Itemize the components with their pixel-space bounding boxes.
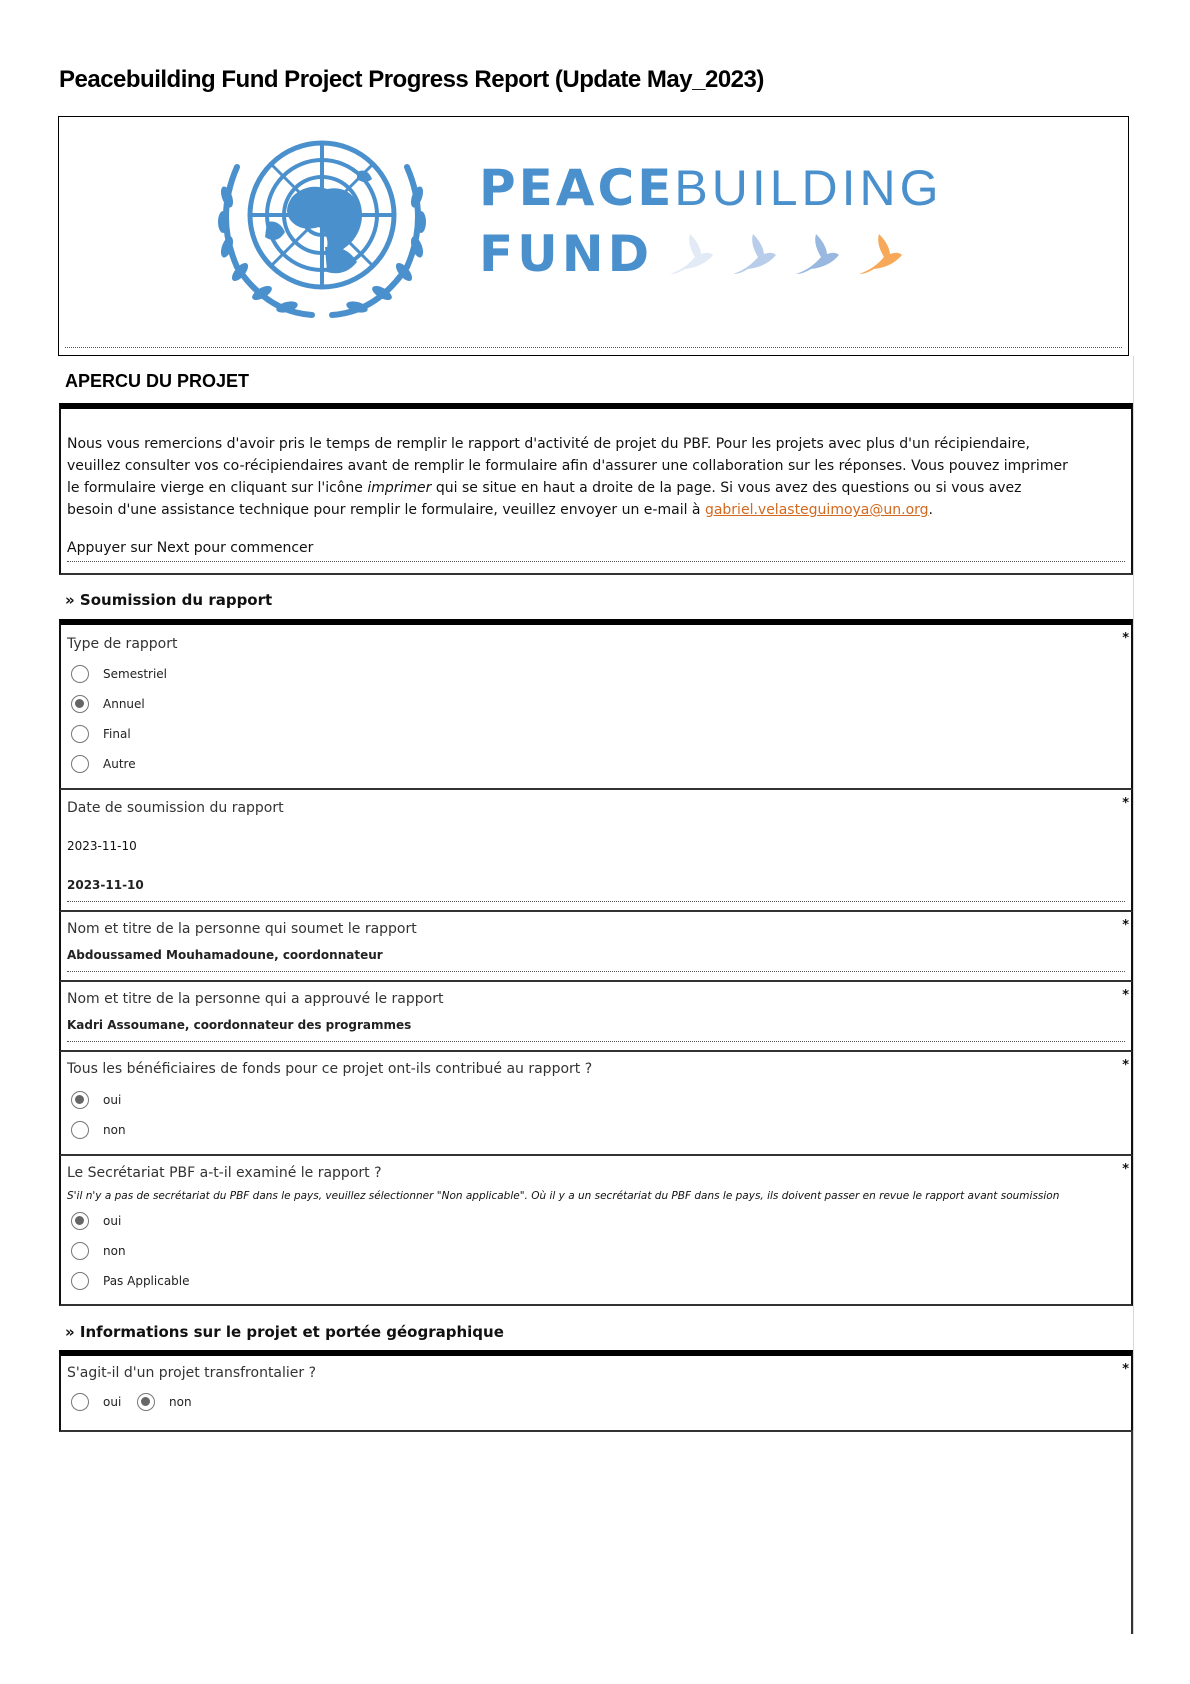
radio-button[interactable]: [137, 1393, 155, 1411]
logo-wordmark: [479, 161, 943, 281]
question-submitter: [59, 912, 1133, 982]
logo-word-fund: FUND: [479, 225, 654, 283]
section-heading-overview: APERCU DU PROJET: [65, 371, 250, 391]
required-asterisk: *: [1122, 918, 1129, 933]
radio-option-autre[interactable]: [71, 753, 136, 775]
question-hint: S'il n'y a pas de secrétariat du PBF dans le pays, veuillez sélectionner "Non applicable". Où il y a un secrétariat du PBF dans le pays, ils doivent passer en revue le rapport avant soumission: [67, 1190, 1060, 1202]
approver-value[interactable]: Kadri Assoumane, coordonnateur des programmes: [67, 1018, 412, 1032]
question-label: S'agit-il d'un projet transfrontalier ?: [67, 1365, 317, 1381]
radio-label: oui: [103, 1093, 122, 1107]
radio-label: oui: [103, 1214, 122, 1228]
radio-option-oui[interactable]: [71, 1089, 121, 1111]
radio-label: non: [103, 1244, 126, 1258]
question-report-type: [59, 619, 1133, 790]
dove-icon: [670, 234, 713, 274]
page-title: Peacebuilding Fund Project Progress Report (Update May_2023): [59, 66, 764, 93]
intro-text: [67, 433, 1071, 521]
radio-option-annuel[interactable]: [71, 693, 145, 715]
section-heading-project-info: » Informations sur le projet et portée géographique: [65, 1323, 504, 1341]
required-asterisk: *: [1122, 1362, 1129, 1377]
submitter-value[interactable]: Abdoussamed Mouhamadoune, coordonnateur: [67, 948, 383, 962]
radio-option-non[interactable]: [137, 1391, 192, 1413]
required-asterisk: *: [1122, 631, 1129, 646]
section-heading-submission: » Soumission du rapport: [65, 591, 273, 609]
question-all-contributed: [59, 1052, 1133, 1156]
radio-option-oui[interactable]: [71, 1391, 121, 1413]
required-asterisk: *: [1122, 796, 1129, 811]
un-emblem-icon: [207, 127, 437, 327]
required-asterisk: *: [1122, 988, 1129, 1003]
page-right-border: [1131, 1430, 1133, 1634]
date-input[interactable]: 2023-11-10: [67, 839, 137, 853]
radio-option-pas-applicable[interactable]: [71, 1270, 190, 1292]
radio-label: non: [169, 1395, 192, 1409]
question-label: Nom et titre de la personne qui a approuvé le rapport: [67, 991, 444, 1007]
intro-text-end: .: [928, 502, 933, 518]
required-asterisk: *: [1122, 1162, 1129, 1177]
question-label: Nom et titre de la personne qui soumet le rapport: [67, 921, 417, 937]
radio-button[interactable]: [71, 755, 89, 773]
divider: [67, 561, 1125, 562]
dove-icon: [796, 234, 839, 274]
radio-label: non: [103, 1123, 126, 1137]
logo-word-building: BUILDING: [674, 160, 943, 216]
radio-button[interactable]: [71, 725, 89, 743]
radio-label: Autre: [103, 757, 136, 771]
divider: [67, 971, 1125, 972]
radio-label: Pas Applicable: [103, 1274, 190, 1288]
radio-option-non[interactable]: [71, 1240, 126, 1262]
dove-icon: [859, 234, 902, 274]
radio-label: oui: [103, 1395, 122, 1409]
radio-button[interactable]: [71, 1242, 89, 1260]
question-approver: [59, 982, 1133, 1052]
radio-option-oui[interactable]: [71, 1210, 121, 1232]
question-label: Type de rapport: [67, 636, 178, 652]
start-instruction: Appuyer sur Next pour commencer: [67, 540, 314, 556]
required-asterisk: *: [1122, 1058, 1129, 1073]
radio-button[interactable]: [71, 665, 89, 683]
radio-label: Semestriel: [103, 667, 168, 681]
support-email-link[interactable]: gabriel.velasteguimoya@un.org: [704, 502, 929, 518]
question-label: Date de soumission du rapport: [67, 800, 284, 816]
radio-button[interactable]: [71, 1272, 89, 1290]
intro-panel: [59, 403, 1133, 575]
question-label: Tous les bénéficiaires de fonds pour ce projet ont-ils contribué au rapport ?: [67, 1061, 593, 1077]
radio-option-semestriel[interactable]: [71, 663, 167, 685]
radio-button[interactable]: [71, 1121, 89, 1139]
logo-banner: [58, 116, 1129, 356]
radio-button[interactable]: [71, 1212, 89, 1230]
radio-label: Annuel: [103, 697, 145, 711]
divider: [67, 901, 1125, 902]
radio-option-final[interactable]: [71, 723, 131, 745]
radio-button[interactable]: [71, 695, 89, 713]
doves-icon: [665, 229, 905, 279]
question-label: Le Secrétariat PBF a-t-il examiné le rapport ?: [67, 1165, 382, 1181]
radio-button[interactable]: [71, 1393, 89, 1411]
intro-text-part2: qui se situe en haut a droite de la page. Si vous avez des questions ou si vous avez besoin d'une assistance technique pour remplir le formulaire, veuillez envoyer un e-mail à: [67, 480, 1022, 518]
radio-label: Final: [103, 727, 131, 741]
divider: [67, 1041, 1125, 1042]
question-submission-date: [59, 790, 1133, 912]
intro-text-part1: Nous vous remercions d'avoir pris le temps de remplir le rapport d'activité de projet du PBF. Pour les projets avec plus d'un récipiendaire, veuillez consulter vos co-récipiendaires avant de remplir le formulaire afin d'assurer une collaboration sur les réponses. Vous pouvez imprimer le formulaire vierge en cliquant sur l'icône: [67, 436, 1068, 496]
question-secretariat-review: [59, 1156, 1133, 1306]
intro-text-italic: imprimer: [367, 480, 432, 496]
divider: [65, 347, 1122, 348]
radio-button[interactable]: [71, 1091, 89, 1109]
dove-icon: [733, 234, 776, 274]
date-value: 2023-11-10: [67, 878, 144, 892]
radio-option-non[interactable]: [71, 1119, 126, 1141]
logo-word-peace: PEACE: [479, 159, 675, 217]
question-cross-border: [59, 1350, 1133, 1432]
page-edge-line: [1133, 356, 1134, 1634]
